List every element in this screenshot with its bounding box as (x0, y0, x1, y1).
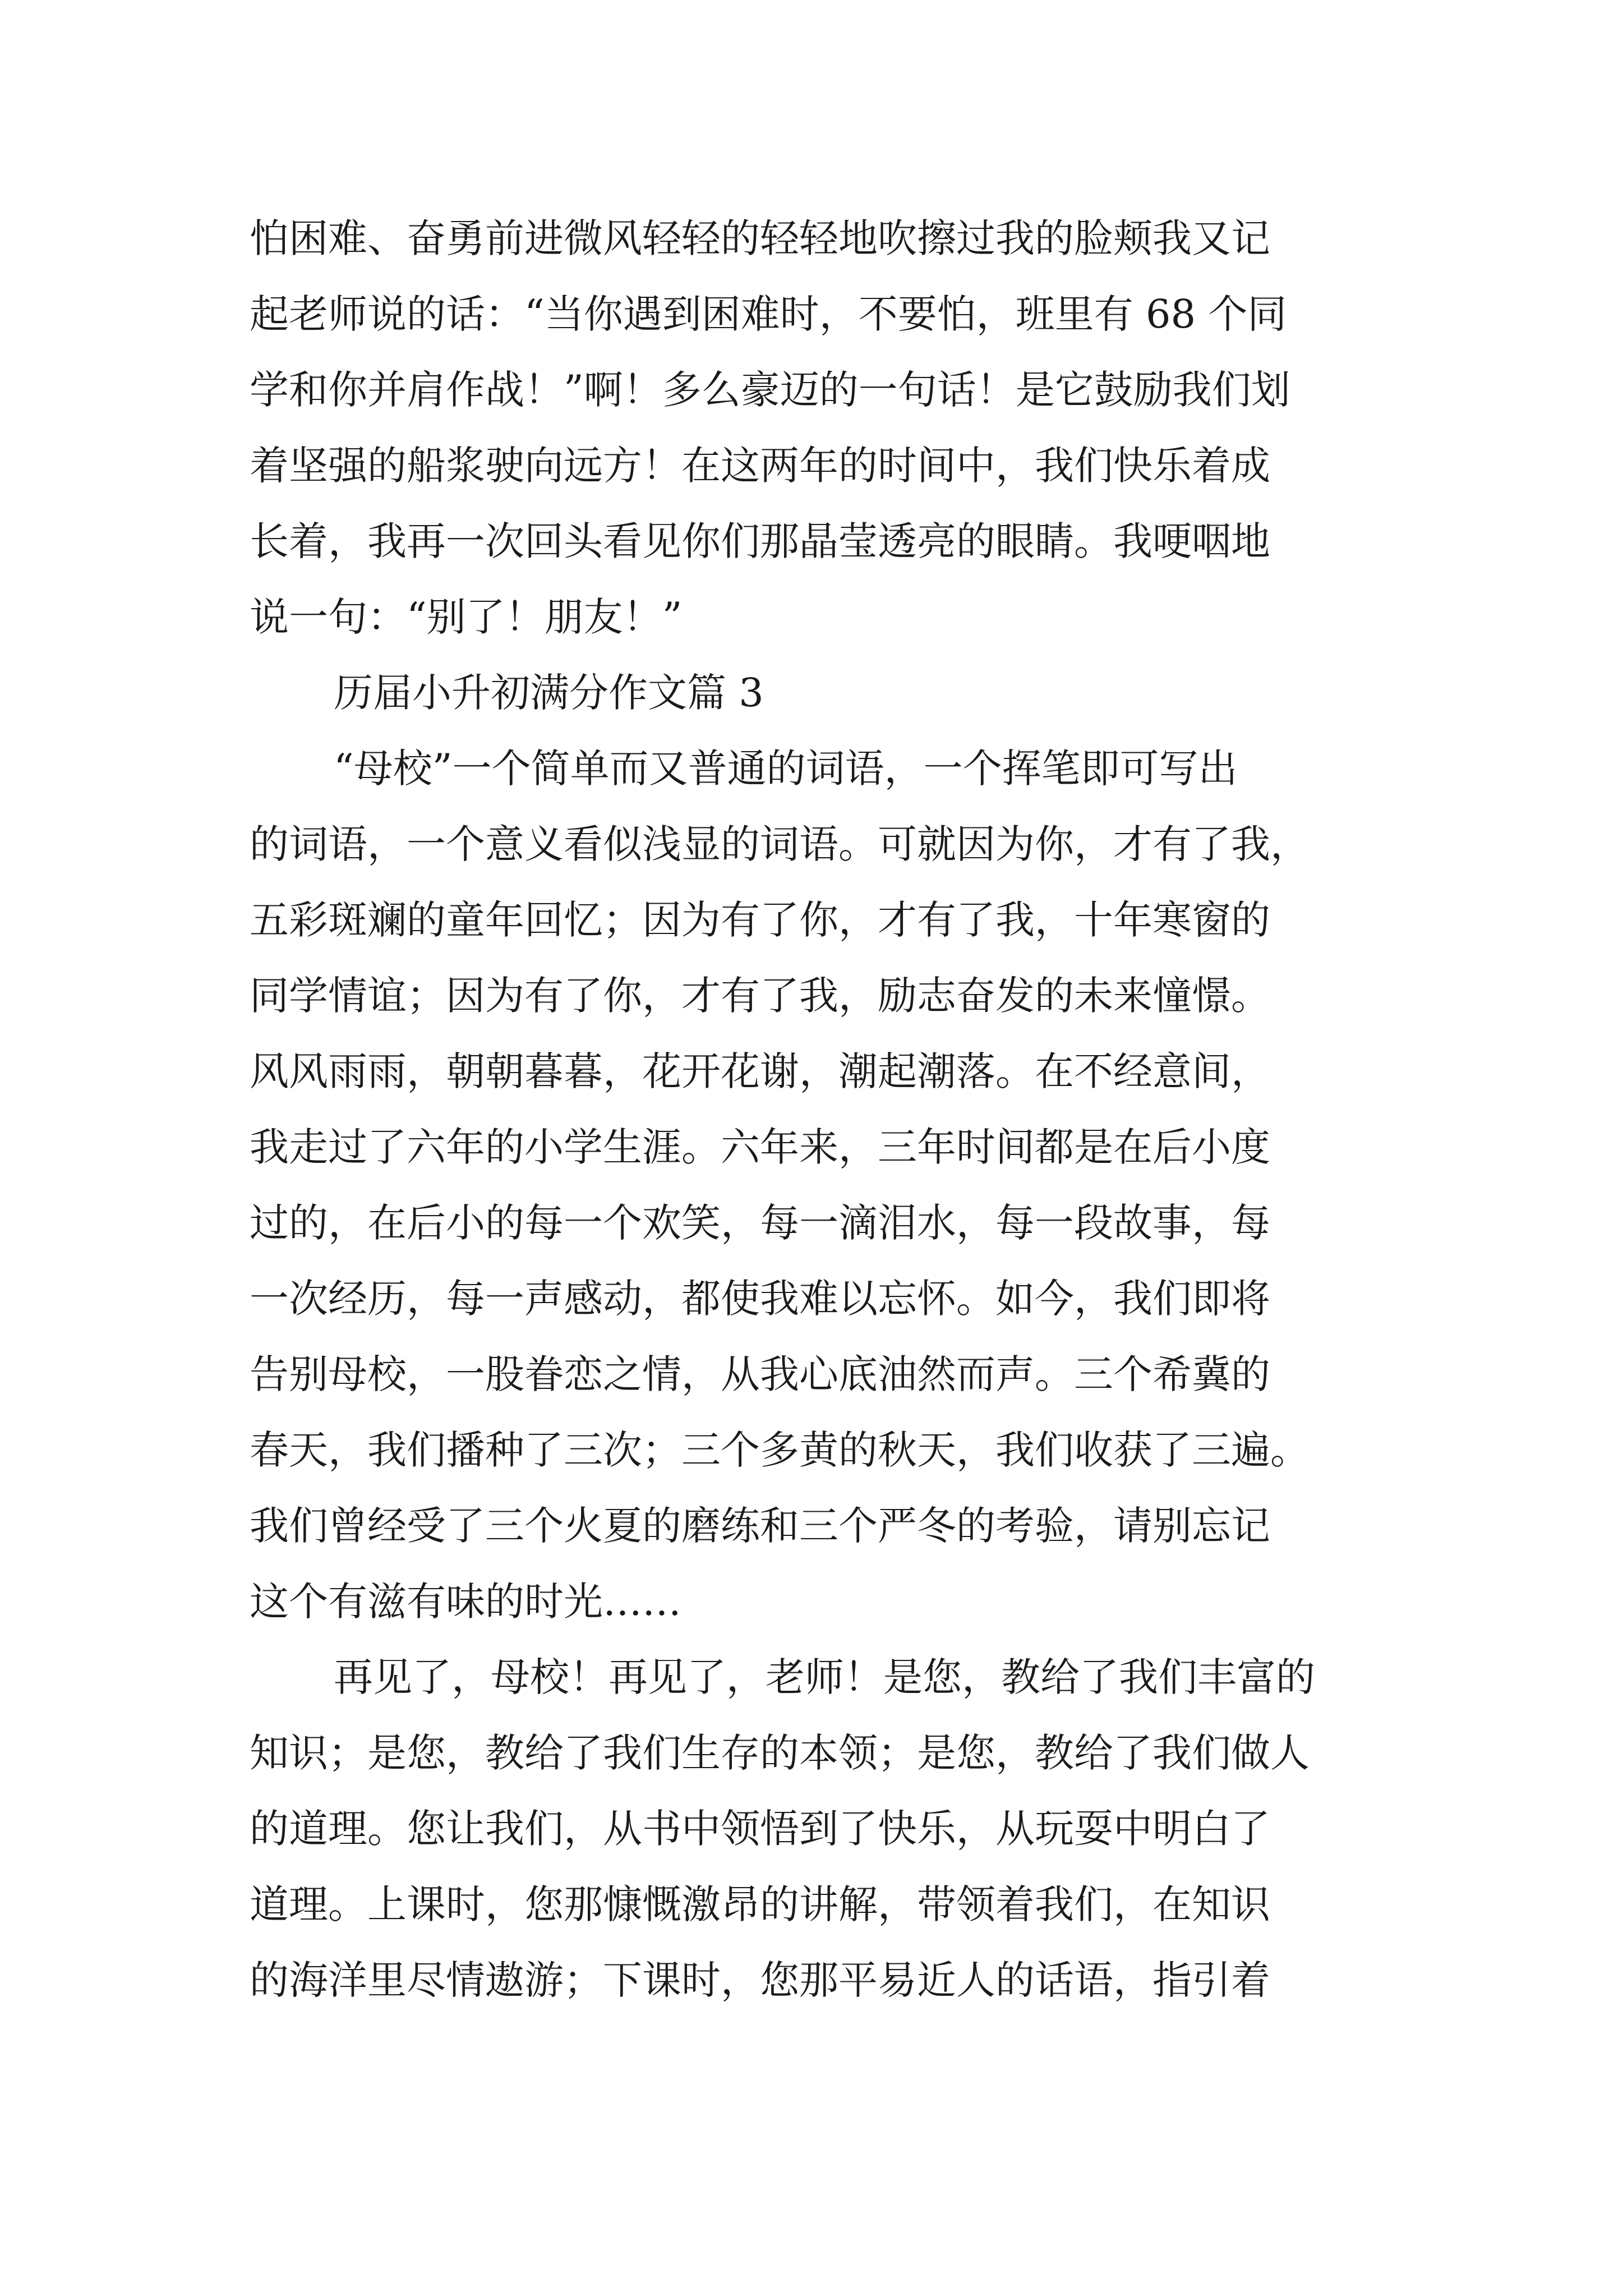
paragraph-2-line-4: 同学情谊；因为有了你，才有了我，励志奋发的未来憧憬。 (250, 973, 1270, 1019)
paragraph-3-line-3: 的道理。您让我们，从书中领悟到了快乐，从玩耍中明白了 (250, 1806, 1270, 1852)
paragraph-2-line-12: 这个有滋有味的时光…… (250, 1579, 681, 1625)
paragraph-2-line-11: 我们曾经受了三个火夏的磨练和三个严冬的考验，请别忘记 (250, 1503, 1270, 1549)
paragraph-2-line-9: 告别母校，一股眷恋之情，从我心底油然而声。三个希冀的 (250, 1351, 1270, 1397)
paragraph-3-line-2: 知识；是您，教给了我们生存的本领；是您，教给了我们做人 (250, 1730, 1310, 1776)
paragraph-1-line-3: 学和你并肩作战！”啊！多么豪迈的一句话！是它鼓励我们划 (250, 367, 1290, 413)
paragraph-3-line-5: 的海洋里尽情遨游；下课时，您那平易近人的话语，指引着 (250, 1957, 1270, 2003)
paragraph-2-line-10: 春天，我们播种了三次；三个多黄的秋天，我们收获了三遍。 (250, 1427, 1310, 1473)
paragraph-2-line-7: 过的，在后小的每一个欢笑，每一滴泪水，每一段故事，每 (250, 1200, 1270, 1246)
paragraph-2-line-8: 一次经历，每一声感动，都使我难以忘怀。如今，我们即将 (250, 1276, 1270, 1322)
paragraph-2-line-1: “母校”一个简单而又普通的词语，一个挥笔即可写出 (334, 746, 1238, 792)
paragraph-2-line-5: 风风雨雨，朝朝暮暮，花开花谢，潮起潮落。在不经意间， (250, 1048, 1270, 1094)
paragraph-2-line-3: 五彩斑斓的童年回忆；因为有了你，才有了我，十年寒窗的 (250, 897, 1270, 943)
paragraph-2-line-2: 的词语，一个意义看似浅显的词语。可就因为你，才有了我， (250, 821, 1310, 867)
paragraph-2-line-6: 我走过了六年的小学生涯。六年来，三年时间都是在后小度 (250, 1124, 1270, 1170)
paragraph-1-line-1: 怕困难、奋勇前进微风轻轻的轻轻地吹擦过我的脸颊我又记 (250, 215, 1270, 261)
paragraph-1-line-6: 说一句：“别了！朋友！” (250, 594, 683, 640)
paragraph-1-line-5: 长着，我再一次回头看见你们那晶莹透亮的眼睛。我哽咽地 (250, 518, 1270, 564)
paragraph-3-line-4: 道理。上课时，您那慷慨激昂的讲解，带领着我们，在知识 (250, 1881, 1270, 1927)
section-heading: 历届小升初满分作文篇 3 (334, 670, 764, 716)
paragraph-1-line-4: 着坚强的船浆驶向远方！在这两年的时间中，我们快乐着成 (250, 443, 1270, 489)
paragraph-3-line-1: 再见了，母校！再见了，老师！是您，教给了我们丰富的 (334, 1654, 1315, 1700)
paragraph-1-line-2: 起老师说的话：“当你遇到困难时，不要怕，班里有 68 个同 (250, 291, 1287, 337)
